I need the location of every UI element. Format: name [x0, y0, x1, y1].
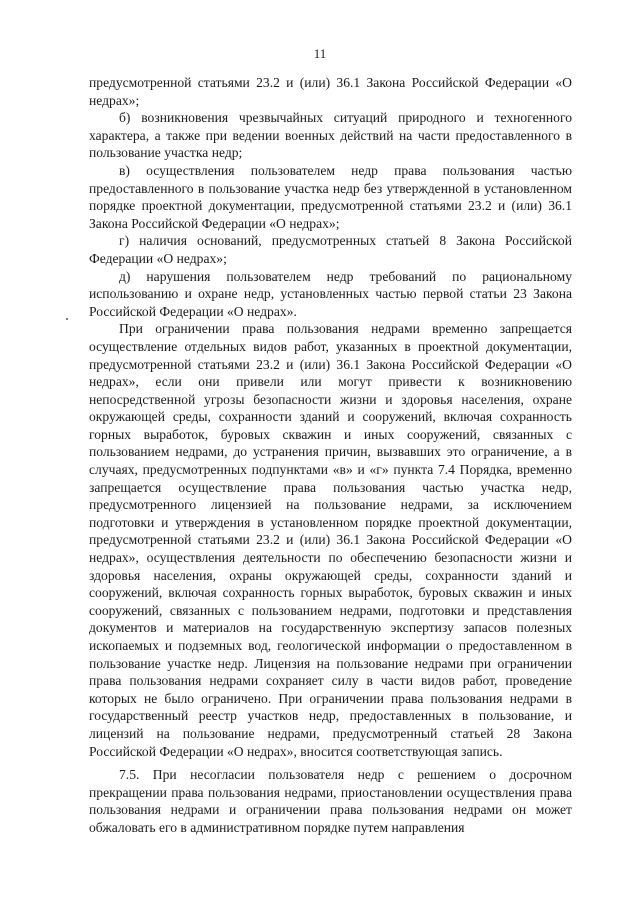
paragraph-item-g: г) наличия оснований, предусмотренных статьей 8 Закона Российской Федерации «О недрах»; [89, 233, 572, 266]
paragraph-item-v: в) осуществления пользователем недр права пользования частью предоставленного в пользование участка недр без утвержденной в установленном порядке проектной документации, предусмотренной статьями 23.2 и (или) 36.1 Закона Российской Федерации «О недрах»; [89, 162, 572, 231]
paragraph-continuation: предусмотренной статьями 23.2 и (или) 36.1 Закона Российской Федерации «О недрах»; [89, 75, 572, 108]
paragraph-7-5: 7.5. При несогласии пользователя недр с решением о досрочном прекращении права пользования недрами, приостановлении осуществления права пользования недрами и ограничении права пользования недрами он может обжаловать его в административном порядке путем направления [89, 767, 572, 835]
page-number: 11 [313, 46, 327, 61]
scan-speck [66, 318, 68, 320]
document-body [89, 74, 572, 837]
paragraph-item-d: д) нарушения пользователем недр требований по рациональному использованию и охране недр, установленных частью первой статьи 23 Закона Российской Федерации «О недрах». [89, 268, 572, 319]
paragraph-restriction-rules: При ограничении права пользования недрами временно запрещается осуществление отдельных видов работ, указанных в проектной документации, предусмотренной статьями 23.2 и (или) 36.1 Закона Российской Федерации «О недрах», если они привели или могут привести к возникновению непосредственной угрозы безопасности жизни и здоровья населения, охране окружающей среды, сохранности зданий и сооружений, включая сохранность горных выработок, буровых скважин и иных сооружений, связанных с пользованием недрами, до устранения причин, вызвавших это ограничение, а в случаях, предусмотренных подпунктами «в» и «г» пункта 7.4 Порядка, временно запрещается осуществление права пользования частью участка недр, предусмотренного лицензией на пользование недрами, за исключением подготовки и утверждения в установленном порядке проектной документации, предусмотренной статьями 23.2 и (или) 36.1 Закона Российской Федерации «О недрах», осуществления деятельности по обеспечению безопасности жизни и здоровья населения, охраны окружающей среды, сохранности зданий и сооружений, включая сохранность горных выработок, буровых скважин и иных сооружений, связанных с пользованием недрами, подготовки и представления документов и материалов на государственную экспертизу запасов полезных ископаемых и подземных вод, геологической информации о предоставленном в пользование участке недр. Лицензия на пользование недрами при ограничении права пользования недрами сохраняет силу в части видов работ, проведение которых не было ограничено. При ограничении права пользования недрами в государственный реестр участков недр, предоставленных в пользование, и лицензий на пользование недрами, предусмотренный статьей 28 Закона Российской Федерации «О недрах», вносится соответствующая запись. [89, 321, 572, 759]
paragraph-item-b: б) возникновения чрезвычайных ситуаций природного и техногенного характера, а также при ведении военных действий на части предоставленного в пользование участка недр; [89, 110, 572, 161]
